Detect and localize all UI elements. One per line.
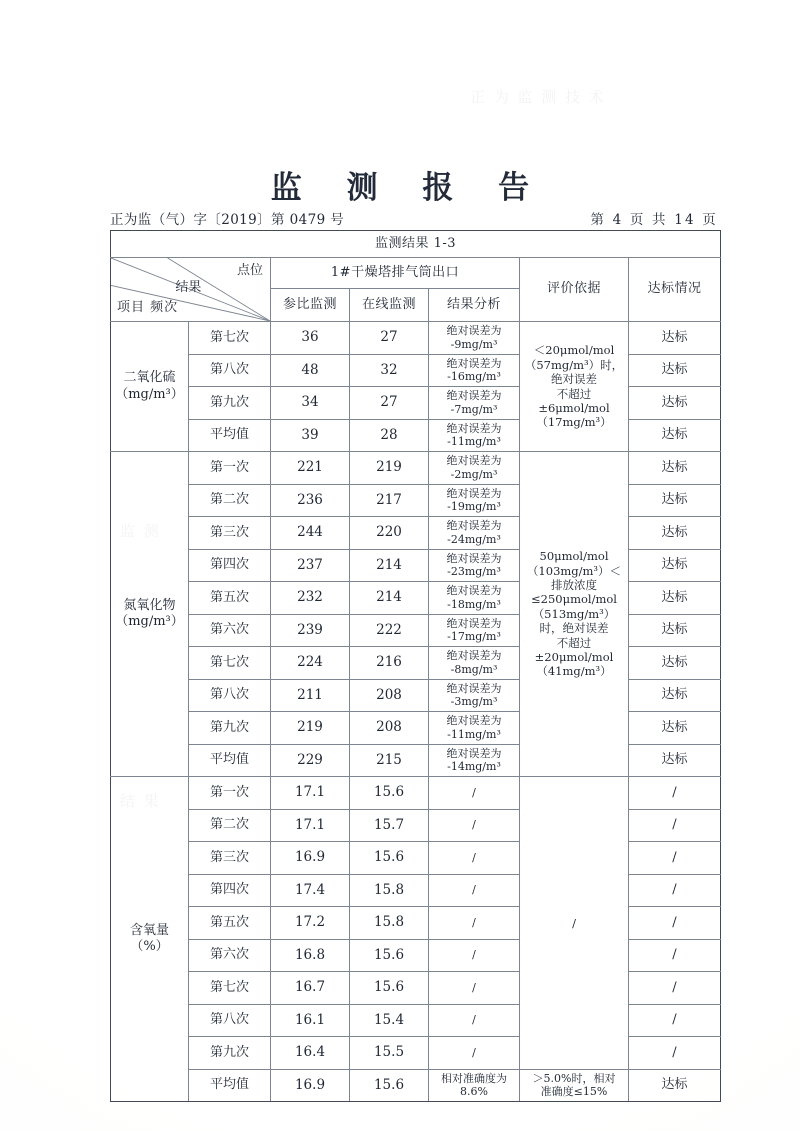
online-value-cell: 208 <box>350 712 429 745</box>
frequency-cell: 第九次 <box>189 1037 271 1070</box>
analysis-cell: 绝对误差为 -9mg/m³ <box>429 322 520 355</box>
frequency-cell: 第二次 <box>189 809 271 842</box>
compliance-cell: 达标 <box>629 354 721 387</box>
reference-value-cell: 221 <box>271 452 350 485</box>
online-value-cell: 219 <box>350 452 429 485</box>
analysis-cell: 相对准确度为 8.6% <box>429 1069 520 1102</box>
analysis-cell: / <box>429 842 520 875</box>
compliance-cell: 达标 <box>629 517 721 550</box>
frequency-cell: 第七次 <box>189 647 271 680</box>
corner-label-item: 项目 频次 <box>117 299 179 315</box>
online-value-cell: 28 <box>350 419 429 452</box>
frequency-cell: 第八次 <box>189 679 271 712</box>
table-row <box>111 939 721 972</box>
online-value-cell: 216 <box>350 647 429 680</box>
criteria-cell: 50μmol/mol （103mg/m³）＜ 排放浓度 ≤250μmol/mol （513mg/m³） 时，绝对误差 不超过 ±20μmol/mol （41mg/m³） <box>520 452 629 777</box>
analysis-cell: 绝对误差为 -11mg/m³ <box>429 712 520 745</box>
table-row <box>111 1037 721 1070</box>
analysis-cell: / <box>429 1004 520 1037</box>
reference-value-cell: 232 <box>271 582 350 615</box>
compliance-cell: 达标 <box>629 679 721 712</box>
online-value-cell: 27 <box>350 322 429 355</box>
frequency-cell: 平均值 <box>189 744 271 777</box>
reference-value-cell: 16.9 <box>271 842 350 875</box>
page-title: 监 测 报 告 <box>270 170 547 206</box>
compliance-cell: / <box>629 939 721 972</box>
frequency-cell: 第九次 <box>189 712 271 745</box>
online-value-cell: 15.6 <box>350 972 429 1005</box>
online-value-cell: 15.8 <box>350 907 429 940</box>
parameter-name-cell: 含氧量 （%） <box>111 777 189 1102</box>
compliance-cell: 达标 <box>629 744 721 777</box>
parameter-name-cell: 二氧化硫 （mg/m³） <box>111 322 189 452</box>
reference-value-cell: 16.9 <box>271 1069 350 1102</box>
criteria-cell: ＞5.0%时，相对 准确度≤15% <box>520 1069 629 1102</box>
compliance-cell: 达标 <box>629 322 721 355</box>
reference-value-cell: 237 <box>271 549 350 582</box>
analysis-cell: 绝对误差为 -3mg/m³ <box>429 679 520 712</box>
corner-label-result: 结果 <box>175 280 202 295</box>
frequency-cell: 第六次 <box>189 614 271 647</box>
bleed-through-mark: 监 测 <box>120 522 161 540</box>
monitoring-results-table <box>110 230 721 1102</box>
table-row <box>111 744 721 777</box>
column-header-online: 在线监测 <box>350 289 429 322</box>
online-value-cell: 220 <box>350 517 429 550</box>
analysis-cell: 绝对误差为 -8mg/m³ <box>429 647 520 680</box>
compliance-cell: 达标 <box>629 1069 721 1102</box>
reference-value-cell: 229 <box>271 744 350 777</box>
document-subheader <box>110 208 718 228</box>
header-corner-cell <box>111 258 271 322</box>
frequency-cell: 第九次 <box>189 387 271 420</box>
analysis-cell: 绝对误差为 -23mg/m³ <box>429 549 520 582</box>
frequency-cell: 平均值 <box>189 1069 271 1102</box>
compliance-cell: / <box>629 809 721 842</box>
compliance-cell: / <box>629 972 721 1005</box>
frequency-cell: 平均值 <box>189 419 271 452</box>
reference-value-cell: 17.1 <box>271 777 350 810</box>
table-row <box>111 1069 721 1102</box>
analysis-cell: 绝对误差为 -16mg/m³ <box>429 354 520 387</box>
frequency-cell: 第三次 <box>189 517 271 550</box>
reference-value-cell: 236 <box>271 484 350 517</box>
table-row <box>111 614 721 647</box>
reference-value-cell: 224 <box>271 647 350 680</box>
bleed-through-mark: 正 为 监 测 技 术 <box>470 88 606 106</box>
online-value-cell: 15.5 <box>350 1037 429 1070</box>
online-value-cell: 15.6 <box>350 939 429 972</box>
table-row <box>111 712 721 745</box>
analysis-cell: 绝对误差为 -11mg/m³ <box>429 419 520 452</box>
criteria-cell: / <box>520 777 629 1070</box>
table-row <box>111 647 721 680</box>
compliance-cell: 达标 <box>629 614 721 647</box>
reference-value-cell: 16.4 <box>271 1037 350 1070</box>
frequency-cell: 第七次 <box>189 322 271 355</box>
table-row <box>111 517 721 550</box>
online-value-cell: 27 <box>350 387 429 420</box>
online-value-cell: 15.8 <box>350 874 429 907</box>
frequency-cell: 第五次 <box>189 907 271 940</box>
results-table-wrapper <box>110 230 720 1102</box>
table-row <box>111 874 721 907</box>
reference-value-cell: 211 <box>271 679 350 712</box>
frequency-cell: 第七次 <box>189 972 271 1005</box>
frequency-cell: 第一次 <box>189 777 271 810</box>
analysis-cell: / <box>429 777 520 810</box>
table-caption: 监测结果 1-3 <box>111 231 721 258</box>
table-row <box>111 419 721 452</box>
analysis-cell: 绝对误差为 -7mg/m³ <box>429 387 520 420</box>
reference-value-cell: 17.1 <box>271 809 350 842</box>
compliance-cell: 达标 <box>629 387 721 420</box>
table-row <box>111 809 721 842</box>
page-number: 第 4 页 共 14 页 <box>590 212 718 228</box>
table-row <box>111 354 721 387</box>
online-value-cell: 15.6 <box>350 1069 429 1102</box>
column-header-compliance: 达标情况 <box>629 258 721 322</box>
reference-value-cell: 36 <box>271 322 350 355</box>
analysis-cell: / <box>429 972 520 1005</box>
frequency-cell: 第四次 <box>189 549 271 582</box>
compliance-cell: / <box>629 874 721 907</box>
reference-value-cell: 48 <box>271 354 350 387</box>
reference-value-cell: 239 <box>271 614 350 647</box>
table-header-row-1 <box>111 258 721 289</box>
online-value-cell: 222 <box>350 614 429 647</box>
compliance-cell: 达标 <box>629 582 721 615</box>
compliance-cell: 达标 <box>629 484 721 517</box>
compliance-cell: / <box>629 777 721 810</box>
online-value-cell: 214 <box>350 549 429 582</box>
compliance-cell: 达标 <box>629 712 721 745</box>
online-value-cell: 15.4 <box>350 1004 429 1037</box>
analysis-cell: 绝对误差为 -19mg/m³ <box>429 484 520 517</box>
table-caption-row <box>111 231 721 258</box>
column-header-reference: 参比监测 <box>271 289 350 322</box>
online-value-cell: 15.6 <box>350 777 429 810</box>
table-row <box>111 484 721 517</box>
compliance-cell: / <box>629 1037 721 1070</box>
bleed-through-mark: 结 果 <box>120 792 161 810</box>
reference-value-cell: 17.4 <box>271 874 350 907</box>
table-row <box>111 452 721 485</box>
frequency-cell: 第八次 <box>189 354 271 387</box>
frequency-cell: 第一次 <box>189 452 271 485</box>
table-row <box>111 907 721 940</box>
frequency-cell: 第三次 <box>189 842 271 875</box>
compliance-cell: 达标 <box>629 549 721 582</box>
corner-label-point: 点位 <box>236 263 263 278</box>
reference-value-cell: 16.1 <box>271 1004 350 1037</box>
online-value-cell: 215 <box>350 744 429 777</box>
analysis-cell: 绝对误差为 -14mg/m³ <box>429 744 520 777</box>
reference-value-cell: 16.7 <box>271 972 350 1005</box>
reference-value-cell: 39 <box>271 419 350 452</box>
reference-value-cell: 16.8 <box>271 939 350 972</box>
parameter-name-cell: 氮氧化物 （mg/m³） <box>111 452 189 777</box>
reference-value-cell: 17.2 <box>271 907 350 940</box>
online-value-cell: 214 <box>350 582 429 615</box>
table-row <box>111 842 721 875</box>
online-value-cell: 208 <box>350 679 429 712</box>
frequency-cell: 第四次 <box>189 874 271 907</box>
analysis-cell: 绝对误差为 -17mg/m³ <box>429 614 520 647</box>
table-row <box>111 322 721 355</box>
column-header-analysis: 结果分析 <box>429 289 520 322</box>
reference-value-cell: 34 <box>271 387 350 420</box>
compliance-cell: 达标 <box>629 452 721 485</box>
online-value-cell: 217 <box>350 484 429 517</box>
analysis-cell: / <box>429 809 520 842</box>
analysis-cell: 绝对误差为 -24mg/m³ <box>429 517 520 550</box>
online-value-cell: 15.7 <box>350 809 429 842</box>
compliance-cell: 达标 <box>629 419 721 452</box>
table-row <box>111 972 721 1005</box>
analysis-cell: / <box>429 874 520 907</box>
frequency-cell: 第六次 <box>189 939 271 972</box>
analysis-cell: / <box>429 907 520 940</box>
criteria-cell: ＜20μmol/mol （57mg/m³）时， 绝对误差 不超过 ±6μmol/mol （17mg/m³） <box>520 322 629 452</box>
online-value-cell: 32 <box>350 354 429 387</box>
online-value-cell: 15.6 <box>350 842 429 875</box>
table-row <box>111 777 721 810</box>
table-row <box>111 679 721 712</box>
reference-value-cell: 244 <box>271 517 350 550</box>
column-header-criteria: 评价依据 <box>520 258 629 322</box>
analysis-cell: 绝对误差为 -2mg/m³ <box>429 452 520 485</box>
analysis-cell: / <box>429 1037 520 1070</box>
report-number: 正为监（气）字〔2019〕第 0479 号 <box>110 212 345 228</box>
table-row <box>111 387 721 420</box>
compliance-cell: / <box>629 1004 721 1037</box>
table-row <box>111 582 721 615</box>
reference-value-cell: 219 <box>271 712 350 745</box>
frequency-cell: 第二次 <box>189 484 271 517</box>
analysis-cell: 绝对误差为 -18mg/m³ <box>429 582 520 615</box>
compliance-cell: / <box>629 907 721 940</box>
frequency-cell: 第八次 <box>189 1004 271 1037</box>
frequency-cell: 第五次 <box>189 582 271 615</box>
group-header-outlet: 1#干燥塔排气筒出口 <box>271 258 520 289</box>
analysis-cell: / <box>429 939 520 972</box>
compliance-cell: 达标 <box>629 647 721 680</box>
table-row <box>111 549 721 582</box>
table-row <box>111 1004 721 1037</box>
compliance-cell: / <box>629 842 721 875</box>
